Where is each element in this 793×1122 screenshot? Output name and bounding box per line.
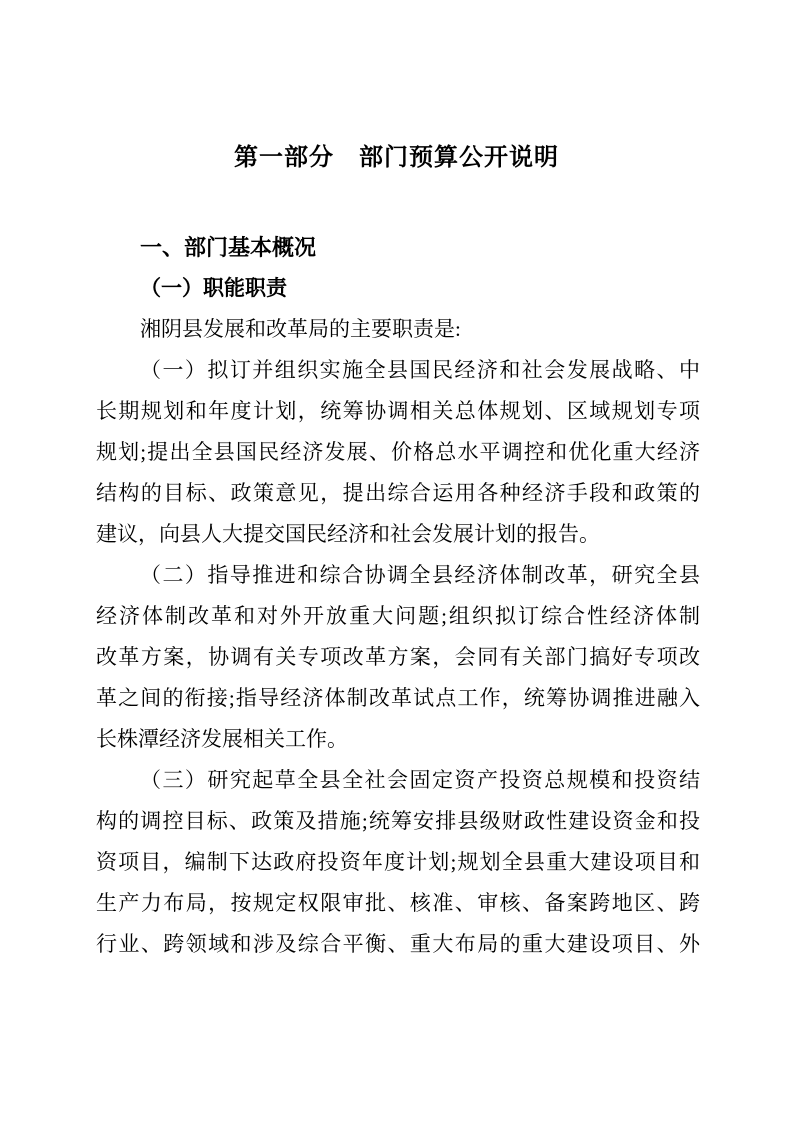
body-line: 革之间的衔接;指导经济体制改革试点工作，统筹协调推进融入 [96,686,700,710]
body-line: 长期规划和年度计划，统筹协调相关总体规划、区域规划专项 [96,399,700,423]
body-line: 经济体制改革和对外开放重大问题;组织拟订综合性经济体制 [96,604,700,628]
body-line: 长株潭经济发展相关工作。 [96,727,348,751]
paragraph [96,555,700,760]
body-line: 行业、跨领域和涉及综合平衡、重大布局的重大建设项目、外 [96,932,700,956]
body-line: 资项目，编制下达政府投资年度计划;规划全县重大建设项目和 [96,850,700,874]
document-body [96,227,700,965]
body-line: 结构的目标、政策意见，提出综合运用各种经济手段和政策的 [96,481,700,505]
document-title: 第一部分 部门预算公开说明 [234,144,559,171]
body-line: 构的调控目标、政策及措施;统筹安排县级财政性建设资金和投 [96,809,700,833]
intro-line: 湘阴县发展和改革局的主要职责是: [140,317,461,341]
body-line: 改革方案，协调有关专项改革方案，会同有关部门搞好专项改 [96,645,700,669]
body-line: 建议，向县人大提交国民经济和社会发展计划的报告。 [96,522,600,546]
paragraphs-container [96,350,700,965]
body-line: （二）指导推进和综合协调全县经济体制改革，研究全县 [140,563,700,587]
body-line: 规划;提出全县国民经济发展、价格总水平调控和优化重大经济 [96,440,700,464]
body-line: （一）拟订并组织实施全县国民经济和社会发展战略、中 [140,358,700,382]
paragraph [96,350,700,555]
subsection-heading: （一）职能职责 [140,277,287,300]
body-line: 生产力布局，按规定权限审批、核准、审核、备案跨地区、跨 [96,891,700,915]
body-line: （三）研究起草全县全社会固定资产投资总规模和投资结 [140,768,700,792]
section-heading: 一、部门基本概况 [140,235,317,260]
paragraph [96,760,700,965]
